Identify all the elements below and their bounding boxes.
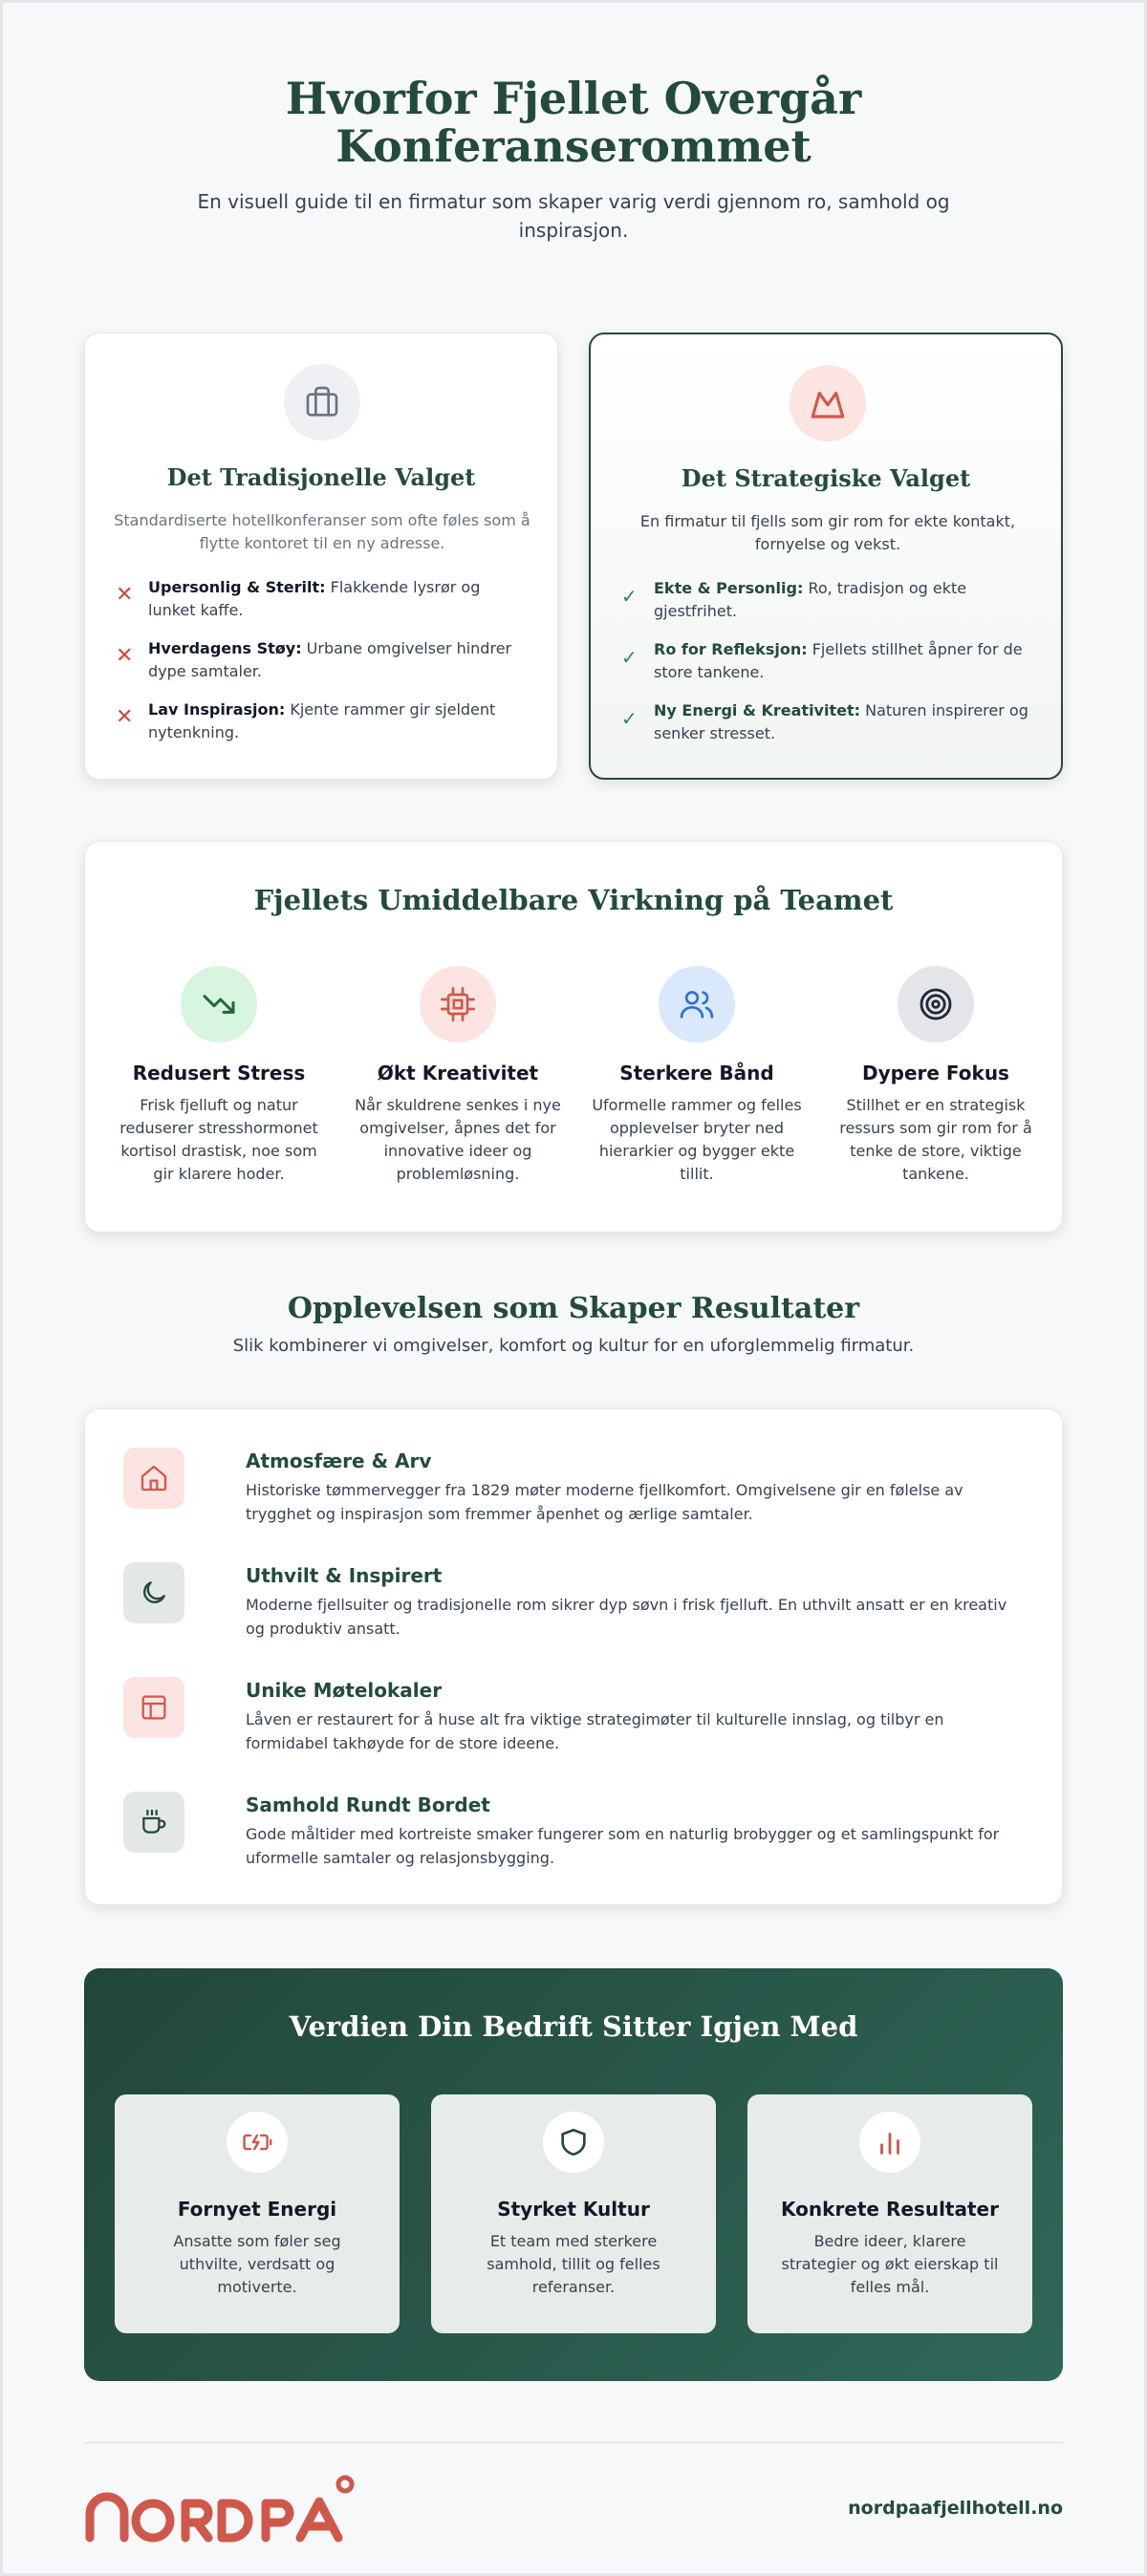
nordpa-logo[interactable] <box>84 2471 361 2547</box>
page-subtitle: En visuell guide til en firmatur som skaper varig verdi gjennom ro, samhold og inspirasjon. <box>197 190 950 242</box>
item-text: Ro, tradisjon og ekte gjestfrihet. <box>654 579 967 620</box>
impact-item-text: Stillhet er en strategisk ressurs som gir rom for å tenke de store, viktige tankene. <box>839 1096 1032 1183</box>
experience-title: Opplevelsen som Skaper Resultater <box>287 1292 860 1325</box>
value-card-title: Styrket Kultur <box>497 2198 650 2221</box>
item-heading: Hverdagens Støy: <box>148 639 302 657</box>
value-card-text: Et team med sterkere samhold, tillit og felles referanser. <box>487 2232 660 2296</box>
list-item <box>116 698 529 760</box>
item-text: Naturen inspirerer og senker stresset. <box>654 701 1028 742</box>
coffee-icon <box>123 1792 184 1853</box>
item-text: Kjente rammer gir sjeldent nytenkning. <box>148 700 496 741</box>
list-item <box>621 638 1034 699</box>
impact-item-bonds <box>592 966 802 1186</box>
experience-item-title: Uthvilt & Inspirert <box>246 1564 443 1587</box>
traditional-title: Det Tradisjonelle Valget <box>166 463 476 491</box>
moon-icon <box>123 1562 184 1623</box>
item-heading: Ro for Refleksjon: <box>654 640 808 658</box>
impact-item-text: Når skuldrene senkes i nye omgivelser, åpnes det for innovative ideer og problemløsning. <box>355 1096 561 1183</box>
page-title: Hvorfor Fjellet Overgår Konferanserommet <box>285 73 862 172</box>
experience-item-venues <box>123 1677 1026 1763</box>
value-card-culture <box>431 2094 716 2333</box>
bar-chart-icon <box>859 2112 920 2173</box>
impact-item-title: Dypere Fokus <box>862 1062 1009 1084</box>
impact-item-creativity <box>353 966 563 1186</box>
value-title: Verdien Din Bedrift Sitter Igjen Med <box>289 2010 858 2043</box>
item-text: Fjellets stillhet åpner for de store tankene. <box>654 640 1023 681</box>
experience-item-text: Historiske tømmervegger fra 1829 møter moderne fjellkomfort. Omgivelsene gir en følelse av trygghet og inspirasjon som fremmer åpenhet og ærlige samtaler. <box>246 1481 963 1523</box>
target-icon <box>898 966 974 1042</box>
impact-item-focus <box>831 966 1041 1186</box>
list-item <box>116 576 529 637</box>
value-section <box>84 1968 1063 2381</box>
home-icon <box>123 1448 184 1509</box>
strategic-description: En firmatur til fjells som gir rom for ekte kontakt, fornyelse og vekst. <box>639 512 1016 553</box>
trending-down-icon <box>181 966 257 1042</box>
traditional-list <box>116 576 529 760</box>
value-card-results <box>747 2094 1032 2333</box>
check-icon: ✓ <box>621 585 638 608</box>
impact-item-text: Frisk fjelluft og natur reduserer stresshormonet kortisol drastisk, noe som gir klarere hoder. <box>119 1096 318 1183</box>
impact-item-text: Uformelle rammer og felles opplevelser bryter ned hierarkier og bygger ekte tillit. <box>592 1096 802 1183</box>
cross-icon: ✕ <box>116 644 134 668</box>
experience-item-rest <box>123 1562 1026 1648</box>
experience-item-dining <box>123 1792 1026 1878</box>
impact-title: Fjellets Umiddelbare Virkning på Teamet <box>253 884 894 916</box>
strategic-list <box>621 577 1034 761</box>
footer-divider <box>84 2442 1063 2443</box>
value-card-title: Fornyet Energi <box>177 2198 337 2221</box>
list-item <box>116 637 529 698</box>
experience-item-atmosphere <box>123 1448 1026 1534</box>
strategic-choice-card <box>589 333 1063 780</box>
cross-icon: ✕ <box>116 705 134 729</box>
battery-charging-icon <box>227 2112 288 2173</box>
check-icon: ✓ <box>621 707 638 730</box>
mountain-icon <box>790 365 866 441</box>
check-icon: ✓ <box>621 646 638 669</box>
experience-item-text: Låven er restaurert for å huse alt fra viktige strategimøter til kulturelle innslag, og tilbyr en formidabel takhøyde for de store ideene. <box>246 1710 944 1752</box>
layout-icon <box>123 1677 184 1738</box>
item-text: Flakkende lysrør og lunket kaffe. <box>148 578 481 619</box>
impact-item-title: Sterkere Bånd <box>619 1062 774 1084</box>
experience-card <box>84 1408 1063 1905</box>
list-item <box>621 699 1034 761</box>
experience-item-title: Atmosfære & Arv <box>246 1449 432 1472</box>
item-heading: Ny Energi & Kreativitet: <box>654 701 861 719</box>
item-heading: Ekte & Personlig: <box>654 579 804 597</box>
value-card-energy <box>115 2094 400 2333</box>
traditional-choice-card <box>84 333 558 780</box>
website-link[interactable]: nordpaafjellhotell.no <box>848 2498 1063 2519</box>
cpu-chip-icon <box>420 966 496 1042</box>
briefcase-icon <box>284 364 360 440</box>
experience-item-text: Moderne fjellsuiter og tradisjonelle rom sikrer dyp søvn i frisk fjelluft. En uthvilt ansatt er en kreativ og produktiv ansatt. <box>246 1596 1007 1638</box>
impact-item-title: Økt Kreativitet <box>377 1062 539 1084</box>
impact-section <box>84 841 1063 1233</box>
item-heading: Lav Inspirasjon: <box>148 700 286 719</box>
experience-item-text: Gode måltider med kortreiste smaker fungerer som en naturlig brobygger og et samlingspunkt for uformelle samtaler og relasjonsbygging. <box>246 1825 1000 1867</box>
shield-icon <box>543 2112 604 2173</box>
list-item <box>621 577 1034 638</box>
value-card-text: Bedre ideer, klarere strategier og økt eierskap til felles mål. <box>781 2232 999 2296</box>
impact-item-stress <box>114 966 324 1186</box>
impact-item-title: Redusert Stress <box>132 1062 306 1084</box>
cross-icon: ✕ <box>116 583 134 607</box>
value-card-text: Ansatte som føler seg uthvilte, verdsatt og motiverte. <box>173 2232 341 2296</box>
strategic-title: Det Strategiske Valget <box>681 464 971 492</box>
experience-item-title: Samhold Rundt Bordet <box>246 1793 490 1816</box>
traditional-description: Standardiserte hotellkonferanser som ofte føles som å flytte kontoret til en ny adresse. <box>114 511 530 552</box>
experience-item-title: Unike Møtelokaler <box>246 1679 443 1702</box>
item-heading: Upersonlig & Sterilt: <box>148 578 326 596</box>
item-text: Urbane omgivelser hindrer dype samtaler. <box>148 639 512 680</box>
value-card-title: Konkrete Resultater <box>781 2198 999 2221</box>
users-icon <box>659 966 735 1042</box>
experience-subtitle: Slik kombinerer vi omgivelser, komfort og kultur for en uforglemmelig firmatur. <box>232 1336 915 1356</box>
